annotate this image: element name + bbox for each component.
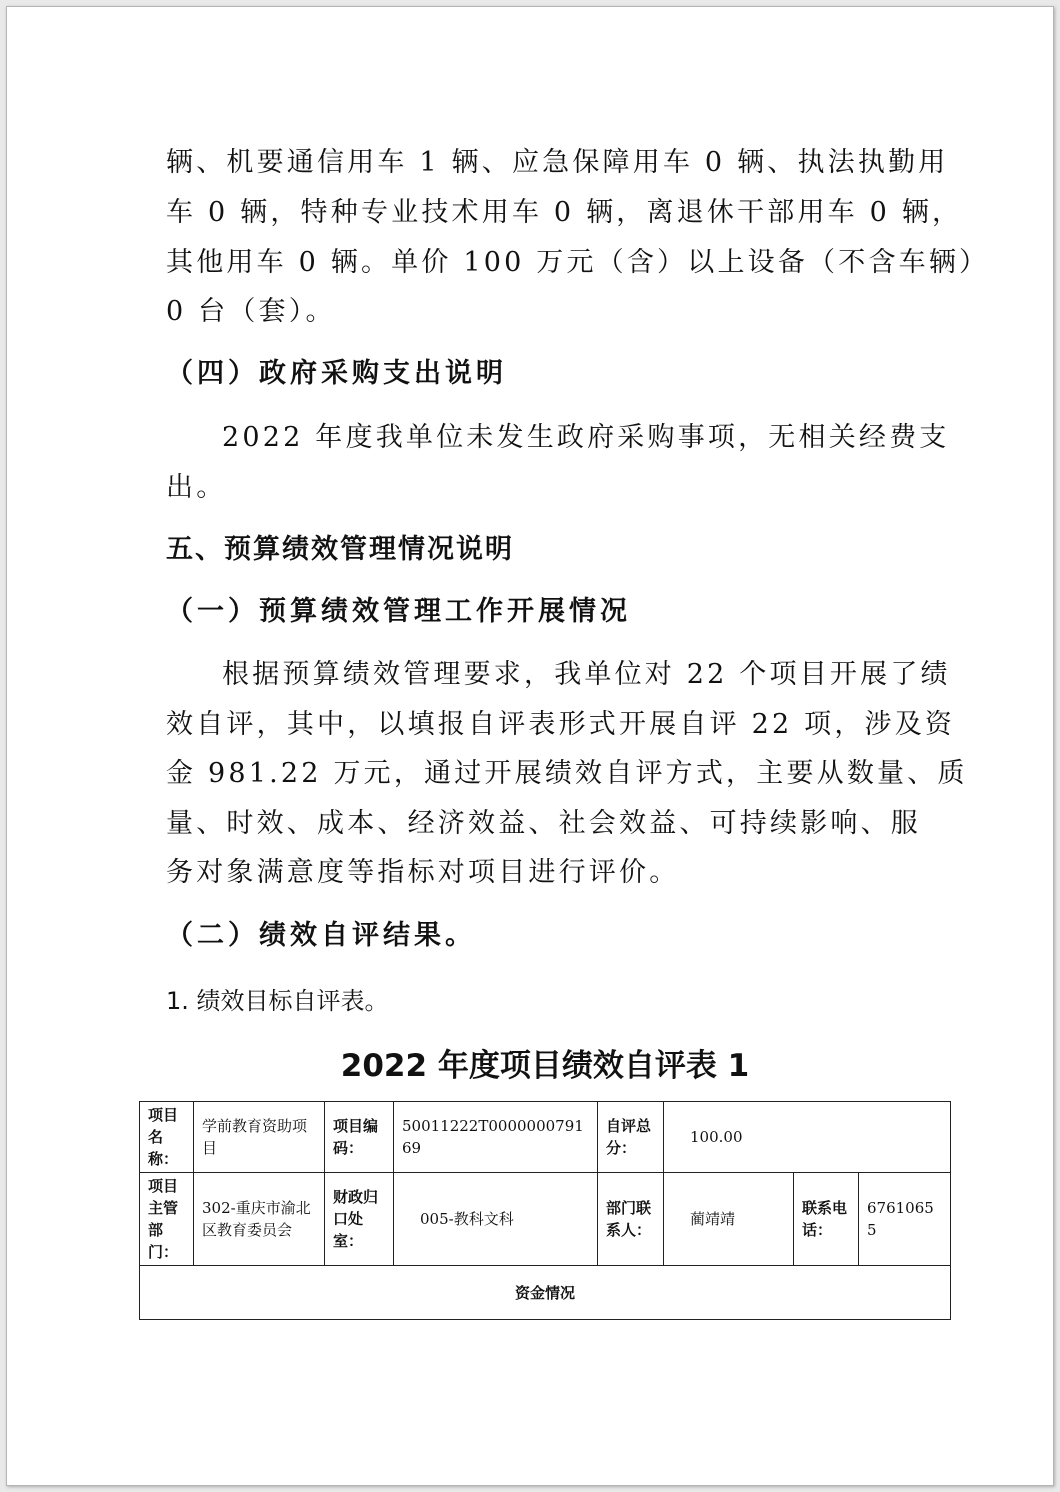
project-code: 50011222T000000079169 — [394, 1102, 598, 1173]
project-code-label: 项目编码： — [325, 1102, 394, 1173]
paragraph-line: 量、时效、成本、经济效益、社会效益、可持续影响、服 — [166, 808, 921, 839]
table-row — [140, 1102, 951, 1173]
office-label: 财政归口处室： — [325, 1173, 394, 1266]
funds-header: 资金情况 — [140, 1266, 951, 1320]
paragraph-line: 其他用车 0 辆。单价 100 万元（含）以上设备（不含车辆） — [166, 247, 990, 278]
section-heading: （二）绩效自评结果。 — [166, 920, 476, 951]
contact-value: 蔺靖靖 — [664, 1173, 794, 1266]
contact-label: 部门联系人： — [598, 1173, 664, 1266]
paragraph-line: 金 981.22 万元，通过开展绩效自评方式，主要从数量、质 — [166, 758, 968, 789]
paragraph-line: 务对象满意度等指标对项目进行评价。 — [166, 857, 680, 888]
paragraph-line: 效自评，其中，以填报自评表形式开展自评 22 项，涉及资 — [166, 709, 956, 740]
paragraph-line: 车 0 辆，特种专业技术用车 0 辆，离退休干部用车 0 辆， — [166, 197, 963, 228]
table-title: 2022 年度项目绩效自评表 1 — [340, 1048, 750, 1084]
performance-table — [139, 1101, 951, 1320]
paragraph-line: 根据预算绩效管理要求，我单位对 22 个项目开展了绩 — [222, 659, 951, 690]
paragraph-line: 辆、机要通信用车 1 辆、应急保障用车 0 辆、执法执勤用 — [166, 147, 949, 178]
paragraph-line: 0 台（套）。 — [166, 296, 336, 327]
office-value: 005-教科文科 — [394, 1173, 598, 1266]
paragraph-line: 出。 — [166, 472, 227, 503]
project-name-label: 项目名称： — [140, 1102, 194, 1173]
phone-label: 联系电话： — [794, 1173, 859, 1266]
section-heading: （一）预算绩效管理工作开展情况 — [166, 596, 631, 627]
project-name: 学前教育资助项目 — [194, 1102, 325, 1173]
score-value: 100.00 — [664, 1102, 951, 1173]
chapter-heading: 五、预算绩效管理情况说明 — [166, 534, 514, 565]
score-label: 自评总分： — [598, 1102, 664, 1173]
paragraph-line: 2022 年度我单位未发生政府采购事项，无相关经费支 — [222, 422, 950, 453]
table-row — [140, 1173, 951, 1266]
dept-label: 项目主管部门： — [140, 1173, 194, 1266]
phone-value: 67610655 — [859, 1173, 951, 1266]
dept-value: 302-重庆市渝北区教育委员会 — [194, 1173, 325, 1266]
table-row — [140, 1266, 951, 1320]
item-heading: 1. 绩效目标自评表。 — [166, 987, 389, 1015]
section-heading: （四）政府采购支出说明 — [166, 358, 507, 389]
